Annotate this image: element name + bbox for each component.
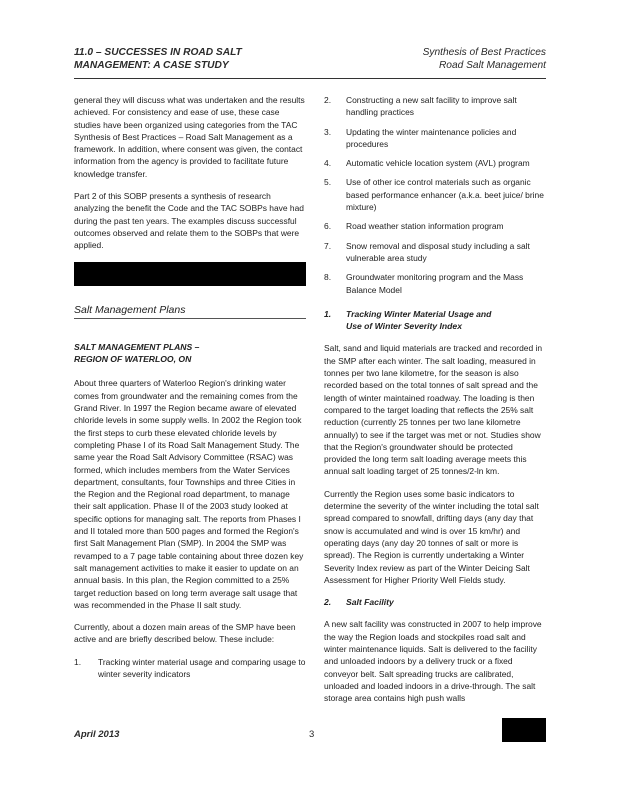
running-header-left	[74, 46, 314, 72]
case-study-title	[74, 341, 306, 366]
case-study-title-line2: REGION OF WATERLOO, ON	[74, 354, 192, 365]
list-item-text: Updating the winter maintenance policies and procedures	[346, 126, 517, 149]
header-divider	[74, 78, 546, 79]
waterloo-paragraph: About three quarters of Waterloo Region's drinking water comes from groundwater and the remaining comes from the Grand River. In 1997 the Region became aware of elevated chloride levels in some supply wells. In 2002 the Region took the first steps to curb these elevated chloride levels by completing Phase I of its Road Salt Management Study. The same year the Road Salt Advisory Committee (RSAC) was formed, which includes members from the Water Services department, consultants, four Townships and three Cities in the Region and the Regional road department, to manage their salt application. Phase II of the 2003 study looked at specific options for managing salt. The reports from Phases I and II totaled more than 500 pages and formed the Region's first Salt Management Plan (SMP). In 2004 the SMP was revamped to a 7 page table containing about three dozen key salt management activities to make it easier to update on an annual basis. In this plan, the Region committed to a 25% target reduction based on long term average salt usage that was recommended in the Phase II salt study.	[74, 378, 304, 610]
part2-paragraph: Part 2 of this SOBP presents a synthesis of research analyzing the benefit the Code and the TAC SOBPs have had during the past ten years. The examples discuss successful outcomes observed and relate them to the SOBPs that were applied.	[74, 191, 304, 251]
tracking-paragraph: Salt, sand and liquid materials are tracked and recorded in the SMP after each winter. The salt loading, measured in tonnes per two lane kilometre, for the season is also recorded based on the total tonnes of salt spread and the length of winter maintained roadway. The loading is then compared to the target loading that reflects the 25% salt reduction (currently 25 tonnes per two lane kilometre annually) to see if the target was met or not. Studies show that the Region's groundwater should be protected provided the long term salt loading average meets this annual salt loading target of 25 tonnes/2-ln km.	[324, 343, 543, 477]
publisher-logo	[502, 718, 546, 742]
salt-facility-paragraph: A new salt facility was constructed in 2007 to help improve the way the Region loads and stockpiles road salt and winter maintenance liquids. Salt is delivered to the facility and unloaded indoors by a delivery truck or a fixed conveyor belt. Salt spreading trucks are calibrated, unloaded and loaded indoors in a drive-through. The salt storage area contains high push walls	[324, 619, 542, 704]
header-right-line2: Road Salt Management	[438, 60, 546, 71]
header-left-line1: 11.0 – SUCCESSES IN ROAD SALT	[74, 47, 242, 58]
tracking-heading-line1: Tracking Winter Material Usage and	[346, 308, 492, 319]
right-column	[324, 94, 546, 714]
list-item	[74, 656, 306, 681]
case-study-title-line1: SALT MANAGEMENT PLANS –	[74, 341, 200, 352]
list-item-number: 7.	[324, 240, 332, 251]
list-item-text: Automatic vehicle location system (AVL) program	[346, 158, 530, 169]
list-item	[324, 271, 546, 296]
list-item	[324, 157, 546, 169]
left-column	[74, 94, 306, 690]
salt-facility-heading-text: Salt Facility	[346, 597, 394, 608]
salt-facility-heading	[324, 596, 546, 608]
footer-date: April 2013	[74, 729, 120, 740]
list-item-number: 2.	[324, 95, 332, 105]
header-left-line2: MANAGEMENT: A CASE STUDY	[74, 60, 229, 71]
list-item	[324, 220, 546, 232]
section-title: Salt Management Plans	[74, 303, 186, 316]
page-number: 3	[309, 729, 315, 740]
header-right-line1: Synthesis of Best Practices	[422, 47, 546, 58]
list-item-text: Road weather station information program	[346, 221, 504, 232]
severity-paragraph: Currently the Region uses some basic indicators to determine the severity of the winter including the total salt spread compared to snowfall, drifting days (any day that snow is accumulated and wind is over 15 km/hr) and operating days (any day 20 tonnes of salt or more is spread). The Region is currently undertaking a Winter Severity Index review as part of the Winter Deicing Salt Assessment for Higher Priority Well Fields study.	[324, 488, 539, 585]
list-item	[324, 240, 546, 265]
list-item-number: 5.	[324, 177, 332, 188]
tracking-heading	[324, 308, 546, 333]
tracking-heading-line2: Use of Winter Severity Index	[346, 321, 462, 332]
list-item-number: 6.	[324, 221, 332, 232]
list-item	[324, 176, 546, 213]
running-header-right	[306, 46, 546, 72]
list-item-number: 4.	[324, 158, 332, 169]
list-item-text: Use of other ice control materials such as organic based performance enhancer (a.k.a. beet juice/ brine mixture)	[346, 177, 544, 213]
heading-number: 1.	[324, 308, 332, 319]
activities-paragraph: Currently, about a dozen main areas of the SMP have been active and are briefly described below. These include:	[74, 622, 296, 645]
section-divider	[74, 318, 306, 319]
section-banner	[74, 262, 306, 286]
heading-number: 2.	[324, 597, 332, 608]
list-item	[324, 94, 546, 119]
list-item-number: 1.	[74, 656, 82, 667]
activities-list-start	[74, 656, 306, 681]
intro-paragraph: general they will discuss what was undertaken and the results achieved. For consistency and ease of use, these case studies have been organized using categories from the TAC Synthesis of Best Practices – Road Salt Management as a framework. In addition, where consent was given, the contact information from the agency is provided to facilitate future knowledge transfer.	[74, 95, 305, 179]
list-item-text: Groundwater monitoring program and the Mass Balance Model	[346, 272, 524, 295]
list-item-text: Snow removal and disposal study including a salt vulnerable area study	[346, 240, 530, 263]
activities-list-continued	[324, 94, 546, 296]
list-item-text: Constructing a new salt facility to improve salt handling practices	[346, 95, 517, 118]
list-item-number: 8.	[324, 272, 332, 283]
list-item	[324, 126, 546, 151]
list-item-text: Tracking winter material usage and comparing usage to winter severity indicators	[98, 656, 306, 679]
list-item-number: 3.	[324, 126, 332, 137]
